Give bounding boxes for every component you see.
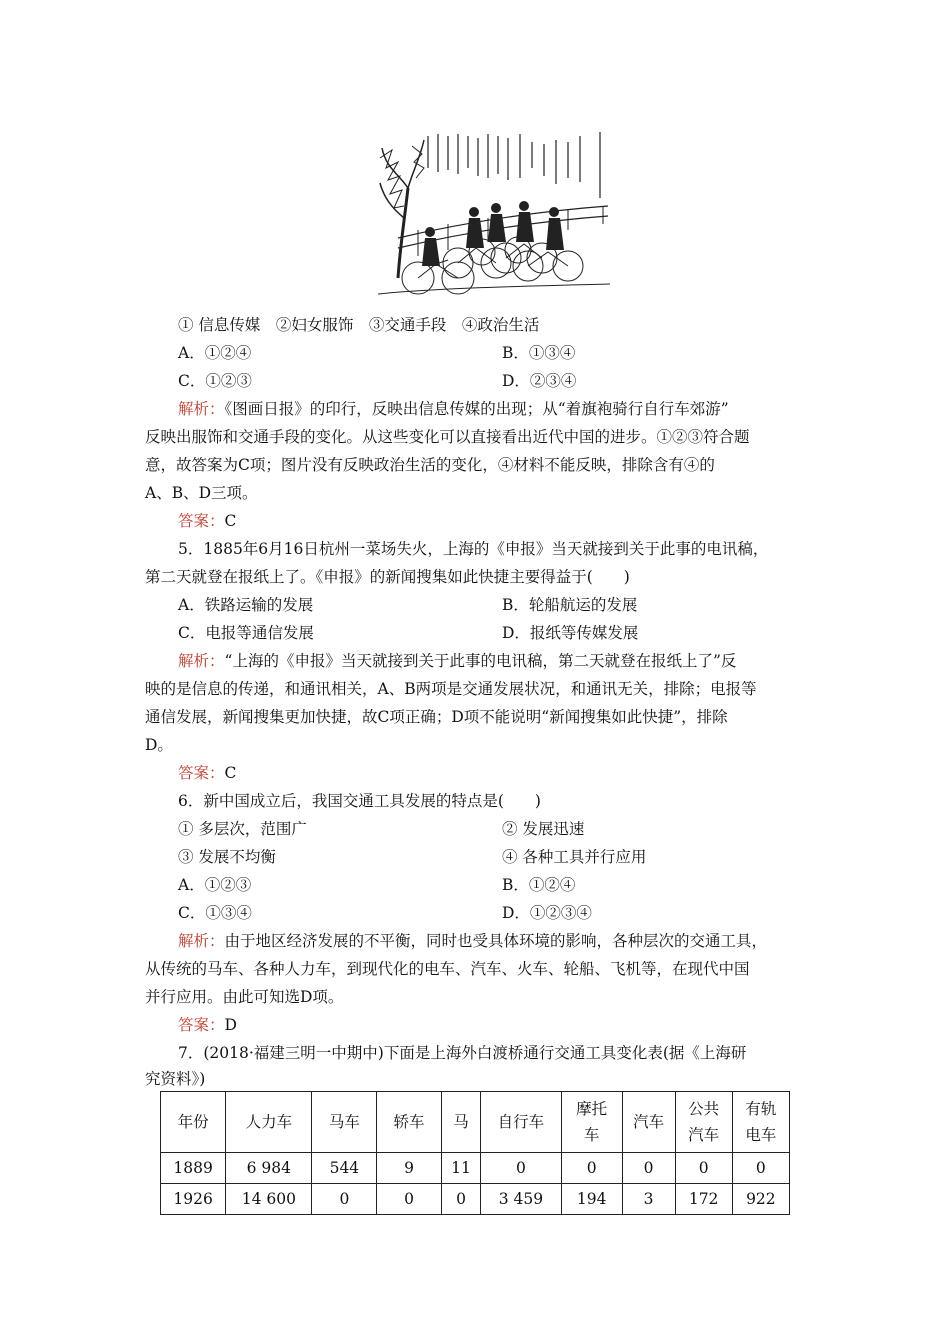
table-cell: 0 <box>622 1153 675 1184</box>
table-cell: 14 600 <box>226 1184 312 1215</box>
table-cell: 0 <box>732 1153 789 1184</box>
table-row <box>161 1153 790 1184</box>
answer-value: D <box>224 1016 237 1034</box>
analysis-label: 解析： <box>178 400 225 418</box>
table-header-cell <box>675 1092 732 1153</box>
q5-analysis-line-1 <box>178 651 736 671</box>
q5-stem-line-1: 5．1885年6月16日杭州一菜场失火，上海的《申报》当天就接到关于此事的电讯稿， <box>178 540 769 558</box>
table-cell: 11 <box>441 1153 480 1184</box>
header-text: 马车 <box>328 1113 360 1131</box>
header-text: 公共 <box>688 1100 720 1118</box>
q5-analysis-line-4: D。 <box>145 736 173 754</box>
q4-analysis-line-2: 反映出服饰和交通手段的变化。从这些变化可以直接看出近代中国的进步。①②③符合题 <box>145 428 750 446</box>
cycling-women-illustration <box>378 128 610 300</box>
q6-analysis-line-3: 并行应用。由此可知选D项。 <box>145 988 344 1006</box>
q5-choice-d: D．报纸等传媒发展 <box>502 624 639 642</box>
analysis-label: 解析： <box>178 932 225 950</box>
table-cell: 0 <box>441 1184 480 1215</box>
q4-analysis-line-1 <box>178 399 729 419</box>
q6-option-2: ② 发展迅速 <box>502 820 585 838</box>
table-header-cell <box>441 1092 480 1153</box>
q7-stem-line-2: 究资料》) <box>145 1070 206 1088</box>
table-header-cell <box>561 1092 622 1153</box>
answer-value: C <box>224 512 237 530</box>
table-cell: 1926 <box>161 1184 226 1215</box>
header-text: 有轨 <box>745 1100 777 1118</box>
header-text: 轿车 <box>393 1113 425 1131</box>
table-cell: 922 <box>732 1184 789 1215</box>
q6-analysis-line-2: 从传统的马车、各种人力车，到现代化的电车、汽车、火车、轮船、飞机等，在现代中国 <box>145 960 750 978</box>
answer-label: 答案： <box>178 764 225 782</box>
q6-option-4: ④ 各种工具并行应用 <box>502 848 647 866</box>
q6-choice-a: A．①②③ <box>178 876 252 894</box>
header-text: 车 <box>583 1126 600 1144</box>
q6-stem: 6．新中国成立后，我国交通工具发展的特点是( ) <box>178 792 541 810</box>
analysis-text: 由于地区经济发展的不平衡，同时也受具体环境的影响，各种层次的交通工具， <box>224 932 768 950</box>
q6-option-3: ③ 发展不均衡 <box>178 848 276 866</box>
q4-choice-b: B．①③④ <box>502 344 576 362</box>
table-cell: 194 <box>561 1184 622 1215</box>
q6-answer <box>178 1015 237 1035</box>
table-header-cell <box>312 1092 377 1153</box>
q4-answer <box>178 511 236 531</box>
q6-choice-d: D．①②③④ <box>502 904 592 922</box>
table-cell: 0 <box>481 1153 561 1184</box>
table-header-cell <box>622 1092 675 1153</box>
table-cell: 6 984 <box>226 1153 312 1184</box>
table-header-cell <box>732 1092 789 1153</box>
q6-option-1: ① 多层次，范围广 <box>178 820 307 838</box>
table-cell: 0 <box>675 1153 732 1184</box>
table-cell: 9 <box>377 1153 441 1184</box>
table-row <box>161 1184 790 1215</box>
header-text: 年份 <box>177 1113 209 1131</box>
table-header-cell <box>377 1092 441 1153</box>
transport-table <box>160 1091 790 1215</box>
q5-choice-a: A．铁路运输的发展 <box>178 596 314 614</box>
q4-options-row: ① 信息传媒 ②妇女服饰 ③交通手段 ④政治生活 <box>178 316 540 334</box>
q4-analysis-line-4: A、B、D三项。 <box>145 484 258 502</box>
q6-analysis-line-1 <box>178 931 767 951</box>
header-text: 汽车 <box>633 1113 665 1131</box>
table-cell: 0 <box>377 1184 441 1215</box>
table-cell: 3 459 <box>481 1184 561 1215</box>
answer-value: C <box>224 764 237 782</box>
q4-analysis-line-3: 意，故答案为C项；图片没有反映政治生活的变化，④材料不能反映，排除含有④的 <box>145 456 715 474</box>
table-header-cell <box>161 1092 226 1153</box>
header-text: 人力车 <box>245 1113 293 1131</box>
header-text: 汽车 <box>688 1126 720 1144</box>
analysis-text: “上海的《申报》当天就接到关于此事的电讯稿，第二天就登在报纸上了”反 <box>224 652 737 670</box>
q7-stem-line-1: 7．(2018·福建三明一中期中)下面是上海外白渡桥通行交通工具变化表(据《上海研 <box>178 1044 747 1062</box>
q6-choice-c: C．①③④ <box>178 904 252 922</box>
table-cell: 544 <box>312 1153 377 1184</box>
q5-answer <box>178 763 236 783</box>
q5-stem-line-2: 第二天就登在报纸上了。《申报》的新闻搜集如此快捷主要得益于( ) <box>145 568 630 586</box>
q4-choice-d: D．②③④ <box>502 372 577 390</box>
header-text: 自行车 <box>497 1113 545 1131</box>
answer-label: 答案： <box>178 512 225 530</box>
q6-choice-b: B．①②④ <box>502 876 576 894</box>
q5-choice-b: B．轮船航运的发展 <box>502 596 638 614</box>
table-cell: 0 <box>561 1153 622 1184</box>
table-header-cell <box>481 1092 561 1153</box>
analysis-label: 解析： <box>178 652 225 670</box>
q5-analysis-line-2: 映的是信息的传递，和通讯相关，A、B两项是交通发展状况，和通讯无关，排除；电报等 <box>145 680 757 698</box>
q5-analysis-line-3: 通信发展，新闻搜集更加快捷，故C项正确；D项不能说明“新闻搜集如此快捷”，排除 <box>145 708 728 726</box>
q4-choice-c: C．①②③ <box>178 372 252 390</box>
q4-choice-a: A．①②④ <box>178 344 252 362</box>
table-cell: 3 <box>622 1184 675 1215</box>
table-header-row <box>161 1092 790 1153</box>
header-text: 摩托 <box>576 1100 608 1118</box>
table-header-cell <box>226 1092 312 1153</box>
answer-label: 答案： <box>178 1016 225 1034</box>
table-cell: 1889 <box>161 1153 226 1184</box>
header-text: 电车 <box>745 1126 777 1144</box>
header-text: 马 <box>453 1113 469 1131</box>
table-cell: 0 <box>312 1184 377 1215</box>
table-cell: 172 <box>675 1184 732 1215</box>
q5-choice-c: C．电报等通信发展 <box>178 624 314 642</box>
analysis-text: 《图画日报》的印行，反映出信息传媒的出现；从“着旗袍骑行自行车郊游” <box>224 400 729 418</box>
